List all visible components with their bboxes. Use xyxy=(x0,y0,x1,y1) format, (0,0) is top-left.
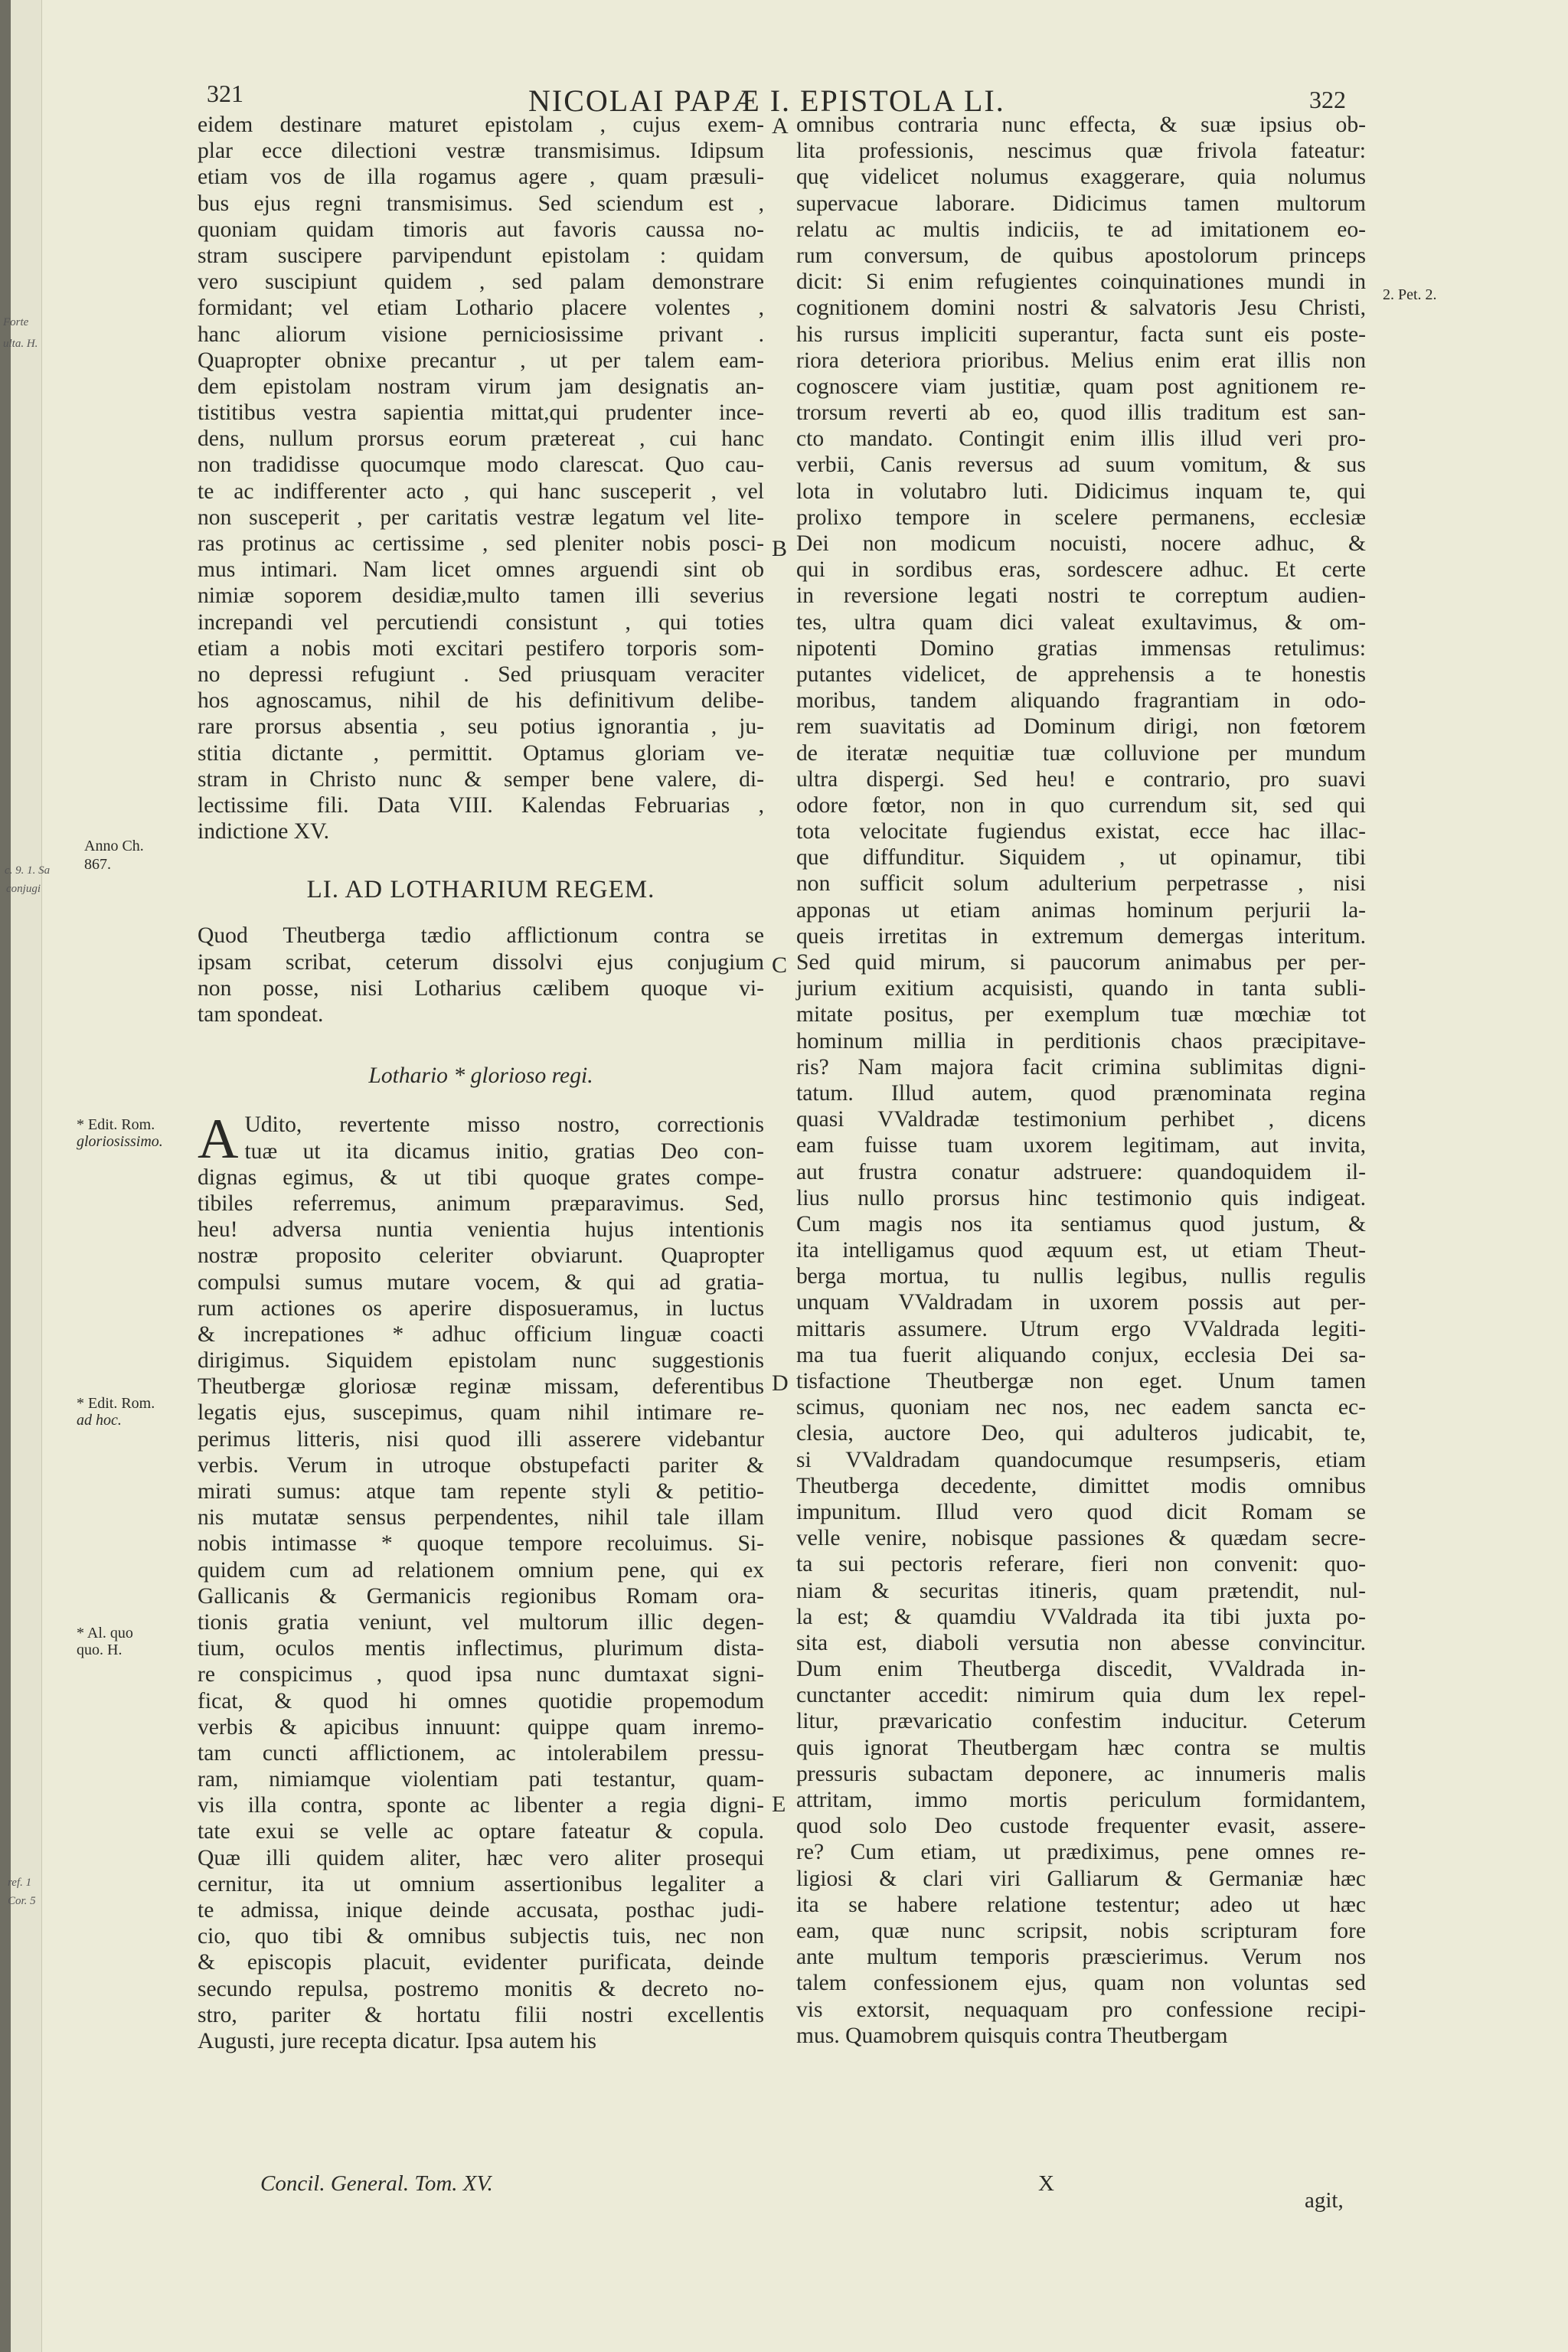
text-line: non tradidisse quocumque modo clarescat. Quo cau- xyxy=(198,452,764,478)
text-line: dirigimus. Siquidem epistolam nunc suggestionis xyxy=(198,1348,764,1374)
text-line: quoniam quidam timoris aut favoris caussa no- xyxy=(198,217,764,242)
text-line: vis illa contra, sponte ac libenter a regia digni- xyxy=(198,1793,764,1818)
text-line: re conspicimus , quod ipsa nunc dumtaxat signi- xyxy=(198,1662,764,1687)
text-line: secundo repulsa, postremo monitis & decreto no- xyxy=(198,1976,764,2001)
text-line: mitate positus, per exemplum tuæ mœchiæ tot xyxy=(796,1002,1366,1027)
text-line: tionis gratia veniunt, vel multorum illic degen- xyxy=(198,1609,764,1635)
signature-mark: X xyxy=(1038,2171,1054,2196)
running-title: NICOLAI PAPÆ I. EPISTOLA LI. xyxy=(528,83,1005,118)
letter-summary xyxy=(198,923,764,1027)
text-line: nimiæ soporem desidiæ,multo tamen illi severius xyxy=(198,583,764,609)
text-line: lius nullo prorsus hinc testimonio quis indigeat. xyxy=(796,1185,1366,1210)
text-line: aut frustra conatur adstruere: quandoquidem il- xyxy=(796,1159,1366,1184)
text-line: in reversione legati nostri te correptum audien- xyxy=(796,583,1366,609)
text-line: tam cuncti afflictionem, ac intolerabilem pressu- xyxy=(198,1740,764,1766)
margin-note-year-value: 867. xyxy=(84,856,111,873)
text-line: nostræ proposito celeriter obviarunt. Quapropter xyxy=(198,1243,764,1269)
text-line: clesia, auctore Deo, qui adulteros judicabit, te, xyxy=(796,1421,1366,1446)
text-line: non sufficit solum adulterium perpetrasse , nisi xyxy=(796,871,1366,897)
catchword: agit, xyxy=(1305,2188,1344,2213)
text-line: Dum enim Theutberga discedit, VValdrada in- xyxy=(796,1657,1366,1682)
text-line: lectissime fili. Data VIII. Kalendas Februarias , xyxy=(198,792,764,818)
text-line: talem confessionem ejus, quam non voluntas sed xyxy=(796,1971,1366,1996)
text-line: nis mutatæ sensus perpendentes, nihil tale illam xyxy=(198,1505,764,1530)
edge-note: ref. 1 xyxy=(8,1877,32,1889)
text-line: Gallicanis & Germanicis regionibus Romam ora- xyxy=(198,1583,764,1609)
text-line: moribus, tandem aliquando fragrantiam in odo- xyxy=(796,688,1366,714)
text-line: etiam a nobis moti excitari pestifero torporis som- xyxy=(198,635,764,661)
text-line: eidem destinare maturet epistolam , cujus exem- xyxy=(198,113,764,137)
text-line: apponas ut etiam animas hominum perjurii la- xyxy=(796,897,1366,923)
text-line: hanc aliorum visione perniciosissime privant . xyxy=(198,322,764,347)
edge-note: ulta. H. xyxy=(3,338,38,350)
text-line: ram, nimiamque violentiam pati testantur, quam- xyxy=(198,1767,764,1792)
margin-note-variant: * Edit. Rom. xyxy=(77,1116,155,1133)
text-line: Cum magis nos ita sentiamus quod justum, & xyxy=(796,1211,1366,1236)
text-line: increpandi vel percutiendi consistunt , qui toties xyxy=(198,609,764,635)
text-line: rare prorsus absentia , seu potius ignorantia , ju- xyxy=(198,714,764,740)
text-line: sita est, diaboli versutia non abesse convincitur. xyxy=(796,1630,1366,1655)
text-line: hos agnoscamus, nihil de his definitivum delibe- xyxy=(198,688,764,714)
text-line: te ac indifferenter acto , qui hanc susceperit , vel xyxy=(198,479,764,504)
text-line: tuæ ut ita dicamus initio, gratias Deo con- xyxy=(244,1138,764,1164)
text-line: formidant; vel etiam Lothario placere volentes , xyxy=(198,296,764,321)
text-line: nipotenti Domino gratias immensas retulimus: xyxy=(796,635,1366,661)
text-line: Theutberga decedente, dimittet modis omnibus xyxy=(796,1473,1366,1498)
text-line: tisfactione Theutbergæ non eget. Unum tamen xyxy=(796,1369,1366,1393)
text-line: odore fœtor, non in quo currendum sit, sed qui xyxy=(796,792,1366,818)
text-line: Dei non modicum nocuisti, nocere adhuc, & xyxy=(796,531,1366,556)
summary-line: non posse, nisi Lotharius cælibem quoque vi- xyxy=(198,975,764,1001)
text-line: quis ignorat Theutbergam hæc contra se multis xyxy=(796,1735,1366,1760)
text-line: his rursus impliciti superantur, facta sunt eis poste- xyxy=(796,322,1366,347)
section-letter-b: B xyxy=(772,536,788,561)
text-line: ita se habere relatione testentur; adeo ut hæc xyxy=(796,1892,1366,1917)
text-line: scimus, quoniam nec nos, nec eadem sancta ec- xyxy=(796,1395,1366,1420)
text-line: de iteratæ nequitiæ tuæ colluvione per mundum xyxy=(796,740,1366,766)
text-line: verbis & apicibus innuunt: quippe quam inremo- xyxy=(198,1714,764,1740)
text-line: mus. Quamobrem quisquis contra Theutbergam xyxy=(796,2023,1228,2048)
text-line: plar ecce dilectioni vestræ transmisimus. Idipsum xyxy=(198,139,764,164)
text-line: bus ejus regni transmisimus. Sed sciendum est , xyxy=(198,191,764,216)
text-line: quę videlicet nolumus exaggerare, quia nolumus xyxy=(796,165,1366,190)
text-line: ta sui pectoris referare, fieri non convenit: quo- xyxy=(796,1552,1366,1577)
text-line: ultra dispergi. Sed heu! e contrario, pro suavi xyxy=(796,766,1366,792)
text-line: cognitionem domini nostri & salvatoris Jesu Christi, xyxy=(796,296,1366,321)
right-column xyxy=(796,112,1366,2049)
text-line: perimus litteris, nisi quod illi asserere videbantur xyxy=(198,1426,764,1452)
text-line: ma tua fuerit aliquando conjux, ecclesia Dei sa- xyxy=(796,1342,1366,1367)
margin-note-scripture-reference: 2. Pet. 2. xyxy=(1383,286,1437,303)
text-line: lota in volutabro luti. Didicimus inquam te, qui xyxy=(796,479,1366,504)
text-line: no depressi refugiunt . Sed priusquam veraciter xyxy=(198,662,764,687)
edge-note: Cor. 5 xyxy=(8,1895,36,1907)
text-line: dignas egimus, & ut tibi quoque grates compe- xyxy=(198,1165,764,1190)
text-line: quasi VValdradæ testimonium perhibet , dicens xyxy=(796,1107,1366,1132)
text-line: stitia dictante , permittit. Optamus gloriam ve- xyxy=(198,740,764,766)
text-line: rum actiones os aperire disposueramus, in luctus xyxy=(198,1295,764,1321)
text-line: si VValdradam quandocumque resumpseris, etiam xyxy=(796,1447,1366,1472)
text-line: vero suscipiunt quidem , sed palam demonstrare xyxy=(198,270,764,295)
left-column xyxy=(198,112,764,2054)
text-line: Quapropter obnixe precantur , ut per talem eam- xyxy=(198,348,764,373)
text-line: tate exui se velle ac optare fateatur & copula. xyxy=(198,1819,764,1844)
summary-line: Quod Theutberga tædio afflictionum contra se xyxy=(198,923,764,949)
text-line: Quæ illi quidem aliter, hæc vero aliter prosequi xyxy=(198,1845,764,1870)
text-line: Theutbergæ gloriosæ reginæ missam, deferentibus xyxy=(198,1374,764,1400)
text-line: eam, quæ nunc scripsit, nobis scripturam fore xyxy=(796,1918,1366,1943)
text-line: unquam VValdradam in uxorem possis aut per- xyxy=(796,1290,1366,1315)
margin-note-variant-reading: ad hoc. xyxy=(77,1412,122,1429)
text-line: rum conversum, de quibus apostolorum princeps xyxy=(796,243,1366,268)
text-line: queis irretitas in extremum demergas interitum. xyxy=(796,923,1366,949)
text-line: trorsum reverti ab eo, quod illis traditum est san- xyxy=(796,400,1366,426)
text-line: rem suavitatis ad Dominum dirigi, non fœtorem xyxy=(796,714,1366,740)
text-line: prolixo tempore in scelere permanens, ecclesiæ xyxy=(796,505,1366,530)
text-line: mittaris assumere. Utrum ergo VValdrada legiti- xyxy=(796,1316,1366,1341)
section-letter-d: D xyxy=(772,1370,789,1396)
text-line: lita professionis, nescimus quæ frivola fateatur: xyxy=(796,139,1366,164)
drop-cap: A xyxy=(198,1108,239,1171)
previous-page-edge xyxy=(3,0,51,2352)
text-line: eam fuisse tuam uxorem legitimam, aut invita, xyxy=(796,1133,1366,1158)
text-line: tota velocitate fugiendus existat, ecce hac illac- xyxy=(796,819,1366,844)
text-line: etiam vos de illa rogamus agere , quam præsuli- xyxy=(198,165,764,190)
text-line: hominum millia in perditionis chaos præcipitave- xyxy=(796,1028,1366,1054)
page-number-left: 321 xyxy=(207,80,243,107)
text-line: mirati sumus: atque tam repente styli & petitio- xyxy=(198,1479,764,1504)
text-line: putantes videlicet, de apprehensis a te honestis xyxy=(796,662,1366,687)
text-line: nobis intimasse * quoque tempore recoluimus. Si- xyxy=(198,1531,764,1557)
book-spine xyxy=(0,0,11,2352)
text-line: dicit: Si enim refugientes coinquinationes mundi in xyxy=(796,270,1366,295)
margin-note-alternate: * Al. quo xyxy=(77,1625,133,1642)
text-line: quidem cum ad relationem omnium pene, qui ex xyxy=(198,1557,764,1583)
margin-note-variant: * Edit. Rom. xyxy=(77,1395,155,1412)
paragraph-letter-end xyxy=(198,112,764,844)
text-line: dens, nullum prorsus eorum prætereat , cui hanc xyxy=(198,426,764,452)
text-line: ficat, & quod hi omnes quotidie propemodum xyxy=(198,1688,764,1713)
margin-note-variant-reading: gloriosissimo. xyxy=(77,1133,163,1150)
text-line: heu! adversa nuntia venientia hujus intentionis xyxy=(198,1217,764,1243)
text-line: berga mortua, tu nullis legibus, nullis regulis xyxy=(796,1264,1366,1289)
edge-note: Forte xyxy=(3,316,29,328)
text-line: tibiles referremus, animum præparavimus. Sed, xyxy=(198,1191,764,1216)
letter-heading: LI. AD LOTHARIUM REGEM. xyxy=(306,876,655,904)
section-letter-e: E xyxy=(772,1792,786,1817)
letter-body xyxy=(198,1108,764,2054)
text-line: indictione XV. xyxy=(198,819,330,844)
text-line: quod solo Deo custode frequenter evasit, assere- xyxy=(796,1814,1366,1839)
text-line: cunctanter accedit: nimirum quia dum lex repel- xyxy=(796,1683,1366,1708)
text-line: cto mandato. Contingit enim illis illud veri pro- xyxy=(796,426,1366,452)
text-line: tatum. Illud autem, quod prænominata regina xyxy=(796,1080,1366,1106)
text-line: qui in sordibus eras, sordescere adhuc. Et certe xyxy=(796,557,1366,583)
text-line: impunitum. Illud vero quod dicit Romam se xyxy=(796,1499,1366,1524)
text-line: jurium exitium acquisisti, quando in tanta subli- xyxy=(796,976,1366,1001)
section-letter-a: A xyxy=(772,113,789,139)
text-line: litur, prævaricatio confestim inducitur. Ceterum xyxy=(796,1709,1366,1734)
text-line: verbis. Verum in utroque obstupefacti pariter & xyxy=(198,1452,764,1478)
text-line: que diffunditur. Siquidem , ut opinamur, tibi xyxy=(796,845,1366,871)
text-line: relatu ac multis indiciis, te ad imitationem eo- xyxy=(796,217,1366,242)
text-line: stram in Christo nunc & semper bene valere, di- xyxy=(198,766,764,792)
footer-series xyxy=(260,2171,493,2197)
text-line: ligiosi & clari viri Galliarum & Germaniæ hæc xyxy=(796,1866,1366,1891)
text-line: Sed quid mirum, si paucorum animabus per per- xyxy=(796,950,1366,975)
text-line: non susceperit , per caritatis vestræ legatum vel lite- xyxy=(198,505,764,530)
text-line: tistitibus vestra sapientia mittat,qui prudenter ince- xyxy=(198,400,764,426)
text-line: supervacue laborare. Didicimus tamen multorum xyxy=(796,191,1366,216)
text-line: stram suscipere parvipendunt epistolam : quidam xyxy=(198,243,764,268)
text-line: la est; & quamdiu VValdrada ita tibi juxta po- xyxy=(796,1604,1366,1629)
text-line: niam & securitas itineris, quam prætendit, nul- xyxy=(796,1578,1366,1603)
text-line: riora deteriora prioribus. Melius enim erat illis non xyxy=(796,348,1366,373)
text-line: & increpationes * adhuc officium linguæ coacti xyxy=(198,1321,764,1347)
text-line: ante multum temporis præscierimus. Verum nos xyxy=(796,1945,1366,1970)
text-line: tes, ultra quam dici valeat exultavimus, & om- xyxy=(796,609,1366,635)
text-line: re? Cum etiam, ut prædiximus, pene omnes re- xyxy=(796,1840,1366,1865)
section-letter-c: C xyxy=(772,952,788,978)
text-line: pressuris subactam deponere, ac innumeris malis xyxy=(796,1761,1366,1786)
text-line: cio, quo tibi & omnibus subjectis tuis, nec non xyxy=(198,1924,764,1949)
margin-note-year: Anno Ch. xyxy=(84,838,144,854)
text-line: vis extorsit, nequaquam pro confessione recipi- xyxy=(796,1997,1366,2022)
footer-series-title: Concil. General. Tom. XV. xyxy=(260,2171,493,2196)
text-line: compulsi sumus mutare vocem, & qui ad gratia- xyxy=(198,1269,764,1295)
text-line: tium, oculos mentis inflectimus, plurimum dista- xyxy=(198,1636,764,1661)
text-line: dem epistolam nostram virum jam designatis an- xyxy=(198,374,764,399)
text-line: Udito, revertente misso nostro, correctionis xyxy=(244,1112,764,1138)
salutation: Lothario * glorioso regi. xyxy=(368,1063,593,1089)
text-line: cernitur, ita ut omnium assertionibus legaliter a xyxy=(198,1871,764,1896)
text-line: attritam, immo mortis periculum formidantem, xyxy=(796,1788,1366,1812)
text-line: mus intimari. Nam licet omnes arguendi sint ob xyxy=(198,557,764,583)
text-line: & episcopis placuit, evidenter purificata, deinde xyxy=(198,1950,764,1975)
text-line: te admissa, inique deinde accusata, posthac judi- xyxy=(198,1898,764,1923)
text-line: velle venire, nobisque passiones & quædam secre- xyxy=(796,1526,1366,1551)
text-line: omnibus contraria nunc effecta, & suæ ipsius ob- xyxy=(796,113,1366,137)
summary-line: ipsam scribat, ceterum dissolvi ejus conjugium xyxy=(198,949,764,975)
text-line: Augusti, jure recepta dicatur. Ipsa autem his xyxy=(198,2028,597,2053)
text-line: stro, pariter & hortatu filii nostri excellentis xyxy=(198,2002,764,2027)
text-line: legatis ejus, suscepimus, quam nihil intimare re- xyxy=(198,1400,764,1426)
summary-line: tam spondeat. xyxy=(198,1002,324,1027)
text-line: ras protinus ac certissime , sed pleniter nobis posci- xyxy=(198,531,764,556)
page-number-right: 322 xyxy=(1309,86,1346,113)
text-line: ris? Nam majora facit crimina sublimitas digni- xyxy=(796,1054,1366,1080)
text-line: verbii, Canis reversus ad suum vomitum, & sus xyxy=(796,452,1366,478)
text-line: cognoscere viam justitiæ, quam post agnitionem re- xyxy=(796,374,1366,399)
margin-note-alternate-reading: quo. H. xyxy=(77,1642,122,1658)
text-line: ita intelligamus quod æquum est, ut etiam Theut- xyxy=(796,1238,1366,1263)
edge-note: c. 9. 1. Sa xyxy=(5,864,51,877)
edge-note: conjugi xyxy=(6,883,41,895)
